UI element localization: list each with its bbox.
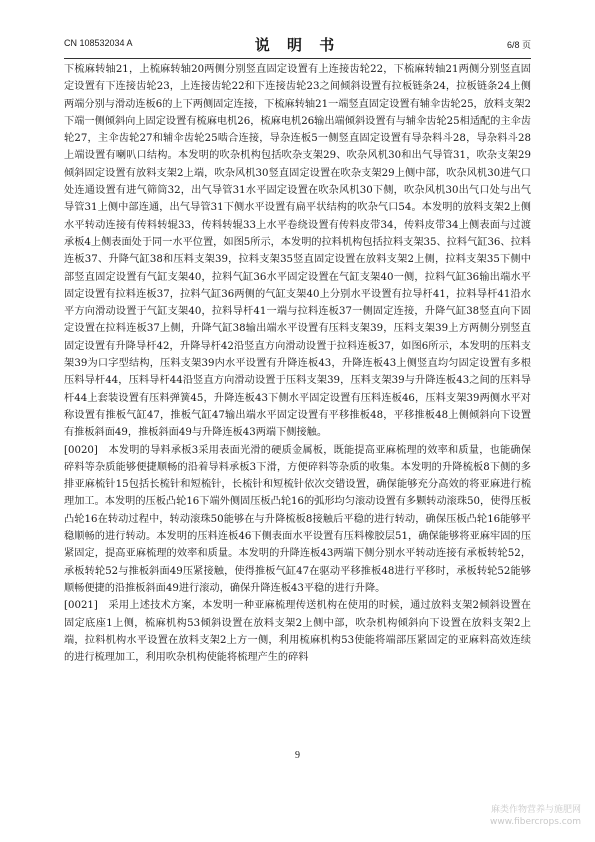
header-rule xyxy=(64,58,531,59)
paragraph-0021: [0021] 采用上述技术方案，本发明一种亚麻梳理传送机构在使用的时候，通过放料支架2倾斜设置在固定底座1上侧，梳麻机构53倾斜设置在放料支架2上侧中部，吹杂机构倾斜向下设置在放料支架2上端，拉料机构水平设置在放料支架2上方一侧，利用梳麻机构53使能将端部压紧固定的亚麻料高效连续的进行梳理加工，利用吹杂机构使能将梳理产生的碎料 xyxy=(64,600,531,664)
watermark-url: www.fibercrops.com xyxy=(490,817,581,827)
page-indicator: 6/8 页 xyxy=(506,40,531,50)
page-header xyxy=(64,34,531,54)
watermark xyxy=(423,804,581,828)
document-body xyxy=(64,61,531,666)
watermark-name: 麻类作物营养与施肥网 xyxy=(490,805,581,815)
page-number: 9 xyxy=(295,750,300,761)
document-title: 说 明 书 xyxy=(254,36,341,54)
paragraph-0020: [0020] 本发明的导料承板3采用表面光滑的硬质金属板，既能提高亚麻梳理的效率和质量，也能确保碎料等杂质能够便捷顺畅的沿着导料承板3下滑，方便碎料等杂质的收集。本发明的升降梳板8下侧的多排亚麻梳针15包括长梳针和短梳针，长梳针和短梳针依次交错设置，确保能够充分高效的将亚麻进行梳理加工。本发明的压板凸轮16下端外侧固压板凸轮16的弧形均匀滚动设置有多颗转动滚珠50，使得压板凸轮16在转动过程中，转动滚珠50能够在与升降梳板8接触后平稳的进行转动，确保压板凸轮16能够平稳顺畅的进行转动。本发明的压料连板46下侧表面水平设置有压料橡胶层51，确保能够将亚麻牢固的压紧固定，提高亚麻梳理的效率和质量。本发明的升降连板43两端下侧分别水平转动连接有承板转轮52，承板转轮52与推板斜面49压紧接触，使得推板气缸47在驱动平移推板48进行平移时，承板转轮52能够顺畅便捷的沿推板斜面49进行滚动，确保升降连板43平稳的进行升降。 xyxy=(64,444,531,594)
paragraph-continued: 下梳麻转轴21，上梳麻转轴20两侧分别竖直固定设置有上连接齿轮22，下梳麻转轴21两侧分别竖直固定设置有下连接齿轮23，上连接齿轮22和下连接齿轮23之间倾斜设置有拉板链条24，拉板链条24上侧两端分别与滑动连板6的上下两侧固定连接，下梳麻转轴21一端竖直固定设置有辅伞齿轮25，放料支架2下端一侧倾斜向上固定设置有梳麻电机26，梳麻电机26输出端倾斜设置有与辅伞齿轮25相适配的主伞齿轮27，主伞齿轮27和辅伞齿轮25啮合连接，导杂连板5一侧竖直固定设置有导杂料斗28，导杂料斗28上端设置有喇叭口结构。本发明的吹杂机构包括吹杂支架29、吹杂风机30和出气导管31，吹杂支架29倾斜固定设置有放料支架2上端，吹杂风机30竖直固定设置在吹杂支架29上侧中部，吹杂风机30进气口处连通设置有进气筛筒32，出气导管31水平固定设置在吹杂风机30下侧，吹杂风机30出气口处与出气导管31上侧中部连通，出气导管31下侧水平设置有扁平状结构的吹杂气口54。本发明的放料支架2上侧水平转动连接有传料转辊33，传料转辊33上水平卷绕设置有传料皮带34，传料皮带34上侧表面与过渡承板4上侧表面处于同一水平位置，如图5所示，本发明的拉料机构包括拉料支架35、拉料气缸36、拉料连板37、升降气缸38和压料支架39，拉料支架35竖直固定设置在放料支架2上侧，拉料支架35下侧中部竖直固定设置有气缸支架40，拉料气缸36水平固定设置在气缸支架40一侧，拉料气缸36输出端水平固定设置有拉料连板37，拉料气缸36两侧的气缸支架40上分别水平设置有拉导杆41，拉料导杆41沿水平方向滑动设置于气缸支架40，拉料导杆41一端与拉料连板37一侧固定连接，升降气缸38竖直向下固定设置在拉料连板37上侧，升降气缸38输出端水平设置有压料支架39，压料支架39上方两侧分别竖直固定设置有升降导杆42，升降导杆42沿竖直方向滑动设置于拉料连板37，如图6所示，本发明的压料支架39为口字型结构，压料支架39内水平设置有升降连板43，升降连板43上侧竖直均匀固定设置有多根压料导杆44，压料导杆44沿竖直方向滑动设置于压料支架39，压料支架39与升降连板43之间的压料导杆44上套装设置有压料弹簧45，升降连板43下侧水平固定设置有压料连板46，压料支架39两侧水平对称设置有推板气缸47，推板气缸47输出端水平固定设置有平移推板48，平移推板48上侧倾斜向下设置有推板斜面49，推板斜面49与升降连板43两端下侧接触。 xyxy=(64,64,531,439)
patent-number: CN 108532034 A xyxy=(64,38,133,48)
